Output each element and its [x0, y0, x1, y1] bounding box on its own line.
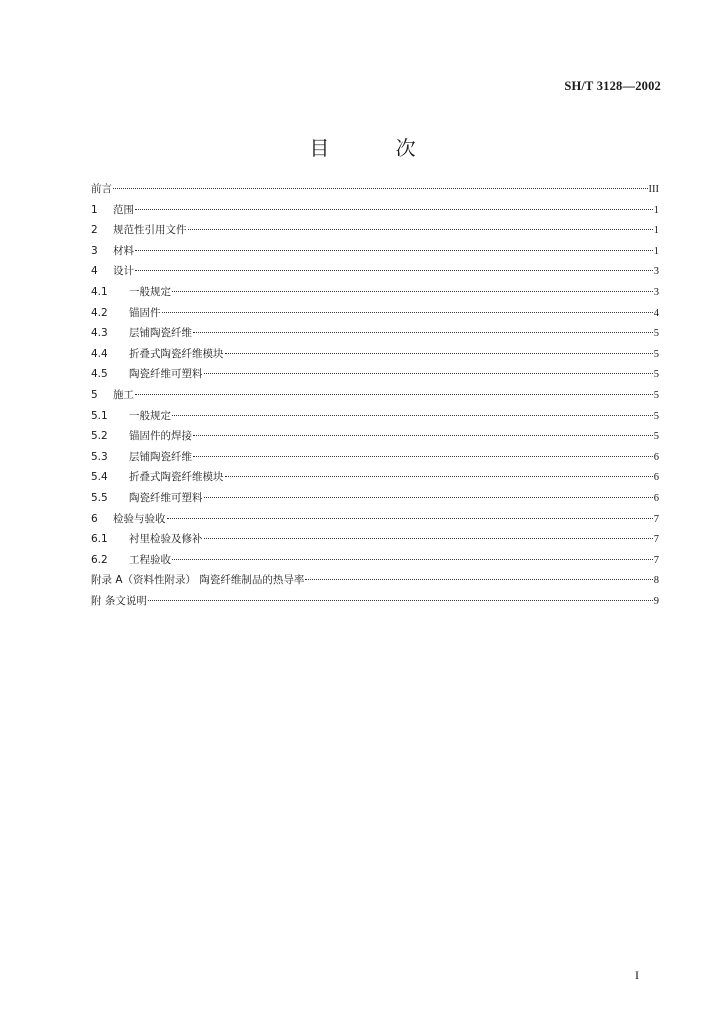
toc-dot-leader	[193, 435, 653, 436]
toc-entry[interactable]	[91, 529, 659, 550]
toc-entry-page: 7	[653, 534, 659, 546]
toc-dot-leader	[204, 373, 653, 374]
toc-entry[interactable]	[91, 179, 659, 200]
toc-dot-leader	[135, 209, 653, 210]
toc-entry-title: 陶瓷纤维可塑料	[129, 368, 203, 381]
toc-entry[interactable]	[91, 447, 659, 468]
toc-entry[interactable]	[91, 282, 659, 303]
toc-dot-leader	[204, 497, 653, 498]
toc-dot-leader	[204, 538, 653, 539]
toc-entry-page: 5	[653, 410, 659, 422]
toc-entry-number: 3	[91, 244, 98, 257]
standard-code: SH/T 3128—2002	[564, 79, 661, 93]
toc-entry-page: 9	[653, 595, 659, 607]
toc-dot-leader	[148, 600, 653, 601]
toc-entry-title: 附录 A（资料性附录） 陶瓷纤维制品的热导率	[91, 574, 305, 587]
toc-entry-number: 5.1	[91, 409, 108, 422]
toc-entry-number: 4	[91, 265, 98, 278]
toc-entry-page: 4	[653, 307, 659, 319]
toc-entry-title: 前言	[91, 183, 112, 195]
table-of-contents	[91, 179, 659, 611]
toc-entry-number: 2	[91, 224, 98, 237]
toc-entry-title: 范围	[113, 203, 134, 216]
toc-entry-page: 6	[653, 472, 659, 484]
toc-entry-page: 5	[653, 389, 659, 401]
toc-entry-title: 一般规定	[129, 409, 171, 422]
toc-entry-number: 4.5	[91, 368, 108, 381]
toc-entry-number: 5.4	[91, 471, 108, 484]
toc-entry-title: 材料	[113, 244, 134, 257]
toc-entry[interactable]	[91, 241, 659, 262]
toc-entry-number: 5	[91, 388, 98, 401]
toc-entry-title: 附 条文说明	[91, 594, 147, 607]
toc-dot-leader	[193, 332, 653, 333]
toc-entry-title: 衬里检验及修补	[129, 533, 203, 546]
toc-entry-number: 5.5	[91, 491, 108, 504]
toc-entry-page: 6	[653, 451, 659, 463]
toc-entry-number: 5.3	[91, 450, 108, 463]
toc-entry-page: III	[648, 184, 659, 195]
toc-dot-leader	[135, 250, 653, 251]
toc-entry[interactable]	[91, 344, 659, 365]
page-title: 目 次	[309, 136, 446, 160]
toc-dot-leader	[172, 291, 653, 292]
toc-entry-title: 陶瓷纤维可塑料	[129, 491, 203, 504]
toc-entry-number: 6.2	[91, 553, 108, 566]
toc-entry[interactable]	[91, 323, 659, 344]
page-number: I	[635, 968, 639, 982]
toc-entry[interactable]	[91, 406, 659, 427]
toc-entry[interactable]	[91, 261, 659, 282]
toc-entry-title: 折叠式陶瓷纤维模块	[129, 471, 224, 484]
toc-entry-title: 层铺陶瓷纤维	[129, 450, 192, 463]
toc-entry-title: 设计	[113, 265, 134, 278]
toc-entry-title: 层铺陶瓷纤维	[129, 327, 192, 340]
toc-dot-leader	[135, 270, 653, 271]
toc-entry[interactable]	[91, 426, 659, 447]
toc-entry-number: 6.1	[91, 533, 108, 546]
toc-entry[interactable]	[91, 220, 659, 241]
toc-entry-page: 1	[653, 204, 659, 216]
toc-entry-number: 4.4	[91, 347, 108, 360]
toc-entry-page: 5	[653, 369, 659, 381]
toc-entry-title: 检验与验收	[113, 512, 166, 525]
toc-dot-leader	[225, 353, 653, 354]
toc-entry-title: 施工	[113, 388, 134, 401]
toc-entry[interactable]	[91, 364, 659, 385]
toc-entry[interactable]	[91, 488, 659, 509]
toc-entry-page: 7	[653, 513, 659, 525]
toc-dot-leader	[172, 559, 653, 560]
toc-entry-page: 5	[653, 348, 659, 360]
toc-entry-number: 4.2	[91, 306, 108, 319]
toc-dot-leader	[188, 229, 653, 230]
toc-entry[interactable]	[91, 570, 659, 591]
toc-dot-leader	[193, 456, 653, 457]
toc-entry-page: 7	[653, 554, 659, 566]
toc-dot-leader	[167, 518, 653, 519]
toc-dot-leader	[305, 579, 652, 580]
toc-entry-number: 6	[91, 512, 98, 525]
toc-entry-page: 5	[653, 328, 659, 340]
toc-entry-page: 1	[653, 245, 659, 257]
toc-entry[interactable]	[91, 385, 659, 406]
toc-entry[interactable]	[91, 200, 659, 221]
toc-dot-leader	[225, 476, 653, 477]
toc-entry[interactable]	[91, 591, 659, 612]
toc-entry-number: 4.3	[91, 327, 108, 340]
toc-entry-number: 1	[91, 203, 98, 216]
toc-entry-page: 6	[653, 492, 659, 504]
toc-dot-leader	[172, 415, 653, 416]
toc-entry-title: 工程验收	[129, 553, 171, 566]
toc-entry[interactable]	[91, 303, 659, 324]
toc-entry-title: 锚固件的焊接	[129, 430, 192, 443]
toc-dot-leader	[162, 312, 653, 313]
toc-entry-title: 规范性引用文件	[113, 224, 187, 237]
toc-entry-page: 3	[653, 286, 659, 298]
toc-entry-page: 8	[653, 575, 659, 587]
toc-entry-title: 一般规定	[129, 285, 171, 298]
toc-entry[interactable]	[91, 509, 659, 530]
toc-entry-number: 4.1	[91, 285, 108, 298]
toc-entry[interactable]	[91, 467, 659, 488]
toc-entry-page: 5	[653, 431, 659, 443]
toc-entry[interactable]	[91, 550, 659, 571]
toc-entry-page: 1	[653, 225, 659, 237]
toc-entry-title: 折叠式陶瓷纤维模块	[129, 347, 224, 360]
toc-entry-title: 锚固件	[129, 306, 161, 319]
toc-entry-page: 3	[653, 266, 659, 278]
toc-dot-leader	[135, 394, 653, 395]
toc-dot-leader	[113, 188, 648, 189]
toc-entry-number: 5.2	[91, 430, 108, 443]
